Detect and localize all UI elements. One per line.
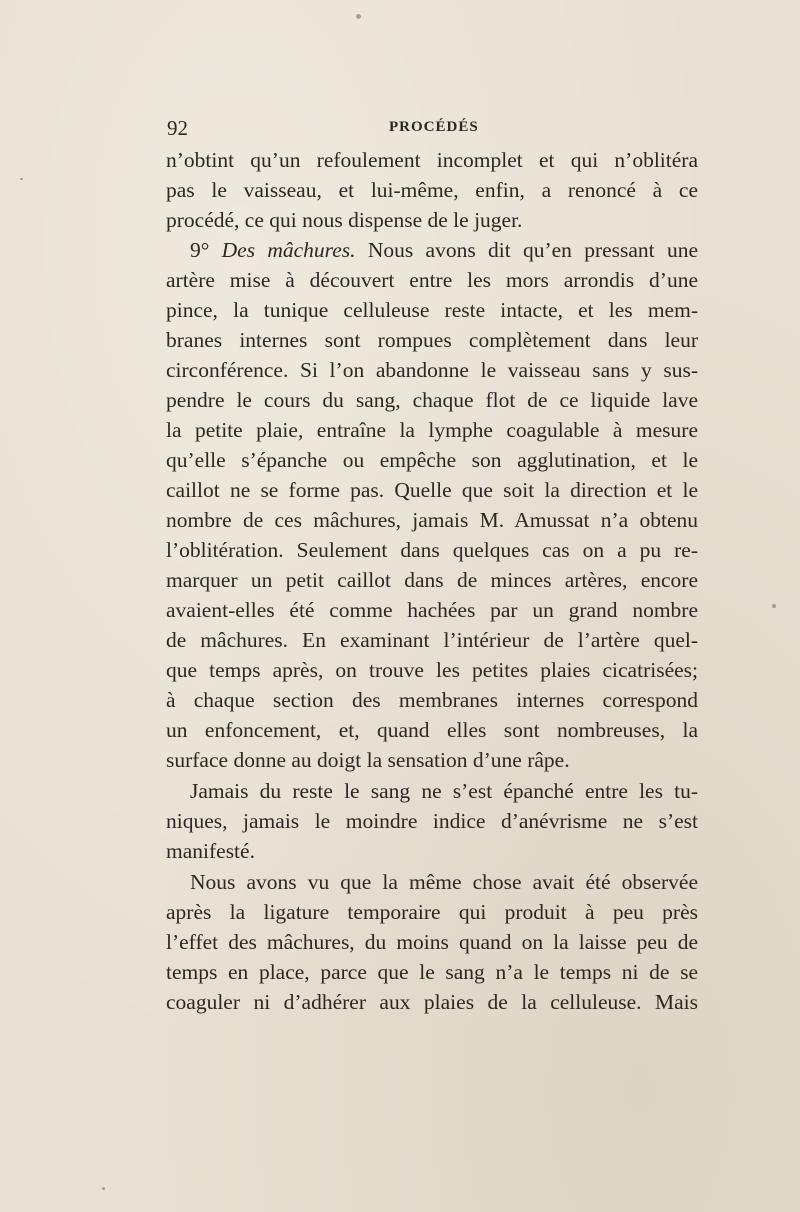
text-line: nombre de ces mâchures, jamais M. Amussat n’a obtenu <box>166 508 698 532</box>
page-header <box>167 116 697 144</box>
text-line: caillot ne se forme pas. Quelle que soit la direction et le <box>166 478 698 502</box>
text-line: coaguler ni d’adhérer aux plaies de la celluleuse. Mais <box>166 990 698 1014</box>
item-number: 9° <box>190 238 222 262</box>
text-line: pas le vaisseau, et lui-même, enfin, a renoncé à ce <box>166 178 698 202</box>
text-line: l’effet des mâchures, du moins quand on la laisse peu de <box>166 930 698 954</box>
text-line: qu’elle s’épanche ou empêche son agglutination, et le <box>166 448 698 472</box>
paper-speck <box>356 14 361 19</box>
text-line: manifesté. <box>166 839 255 863</box>
paragraph-heading-line <box>166 235 698 265</box>
body-text <box>166 145 698 1017</box>
paper-speck <box>102 1187 105 1190</box>
text-line: la petite plaie, entraîne la lymphe coagulable à mesure <box>166 418 698 442</box>
page-number: 92 <box>167 116 188 140</box>
text-line: pince, la tunique celluleuse reste intacte, et les mem- <box>166 298 698 322</box>
paper-speck <box>20 178 23 180</box>
text-line: pendre le cours du sang, chaque flot de ce liquide lave <box>166 388 698 412</box>
text-line: à chaque section des membranes internes correspond <box>166 688 698 712</box>
text-line: circonférence. Si l’on abandonne le vaisseau sans y sus- <box>166 358 698 382</box>
text-line: avaient-elles été comme hachées par un grand nombre <box>166 598 698 622</box>
text-line: surface donne au doigt la sensation d’une râpe. <box>166 748 570 772</box>
text-line: artère mise à découvert entre les mors arrondis d’une <box>166 268 698 292</box>
text-line: Jamais du reste le sang ne s’est épanché entre les tu- <box>190 779 698 803</box>
text-line: procédé, ce qui nous dispense de le juger. <box>166 208 523 232</box>
text-line: niques, jamais le moindre indice d’anévrisme ne s’est <box>166 809 698 833</box>
text-line: après la ligature temporaire qui produit à peu près <box>166 900 698 924</box>
text-line: un enfoncement, et, quand elles sont nombreuses, la <box>166 718 698 742</box>
text-line: n’obtint qu’un refoulement incomplet et qui n’oblitéra <box>166 148 698 172</box>
paper-speck <box>772 604 776 608</box>
text-line: temps en place, parce que le sang n’a le temps ni de se <box>166 960 698 984</box>
running-title: PROCÉDÉS <box>389 119 479 135</box>
text-line: de mâchures. En examinant l’intérieur de l’artère quel- <box>166 628 698 652</box>
text-line: marquer un petit caillot dans de minces artères, encore <box>166 568 698 592</box>
text-line: l’oblitération. Seulement dans quelques cas on a pu re- <box>166 538 698 562</box>
text-run: Nous avons dit qu’en pressant une <box>355 238 698 262</box>
text-line: branes internes sont rompues complètement dans leur <box>166 328 698 352</box>
text-line: que temps après, on trouve les petites plaies cicatrisées; <box>166 658 698 682</box>
section-title: Des mâchures. <box>221 238 356 262</box>
text-line: Nous avons vu que la même chose avait été observée <box>190 870 698 894</box>
